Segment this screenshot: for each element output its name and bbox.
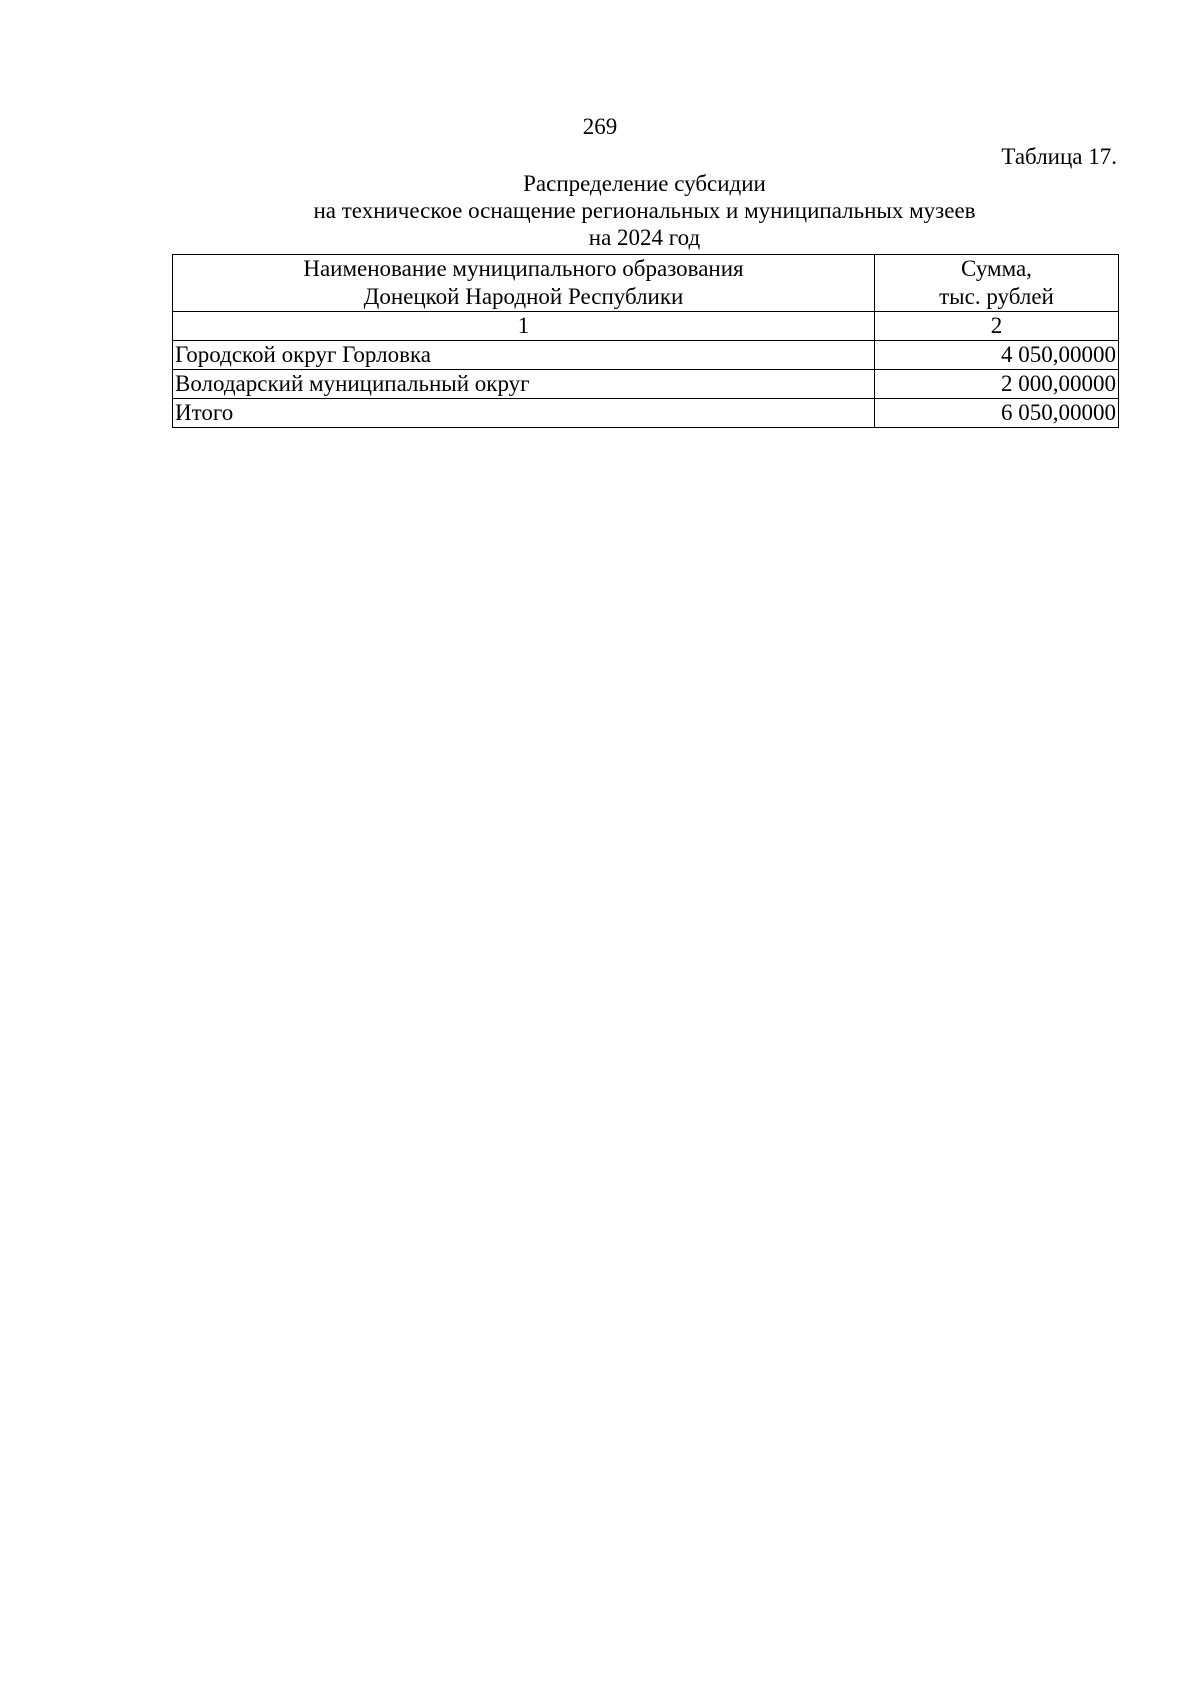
header-municipality-line-1: Наименование муниципального образования — [303, 256, 744, 281]
column-number-1: 1 — [173, 312, 875, 341]
title-line-2: на техническое оснащение региональных и муниципальных музеев — [313, 198, 976, 223]
header-sum-line-2: тыс. рублей — [939, 284, 1054, 309]
header-sum — [875, 255, 1119, 312]
row-amount: 4 050,00000 — [875, 341, 1119, 370]
subsidy-table — [172, 254, 1119, 428]
table-row — [173, 341, 1119, 370]
row-municipality: Городской округ Горловка — [173, 341, 875, 370]
page-number: 269 — [582, 114, 618, 139]
row-municipality: Володарский муниципальный округ — [173, 370, 875, 399]
total-row — [173, 399, 1119, 428]
row-amount: 2 000,00000 — [875, 370, 1119, 399]
title-line-3: на 2024 год — [588, 225, 701, 250]
total-label: Итого — [173, 399, 875, 428]
total-amount: 6 050,00000 — [875, 399, 1119, 428]
table-row — [173, 370, 1119, 399]
document-title — [172, 170, 1117, 251]
header-municipality-line-2: Донецкой Народной Республики — [363, 284, 684, 309]
column-number-2: 2 — [875, 312, 1119, 341]
column-number-row — [173, 312, 1119, 341]
title-line-1: Распределение субсидии — [523, 171, 766, 196]
header-municipality — [173, 255, 875, 312]
header-sum-line-1: Сумма, — [961, 256, 1032, 281]
table-label: Таблица 17. — [1001, 144, 1117, 169]
table-header-row — [173, 255, 1119, 312]
